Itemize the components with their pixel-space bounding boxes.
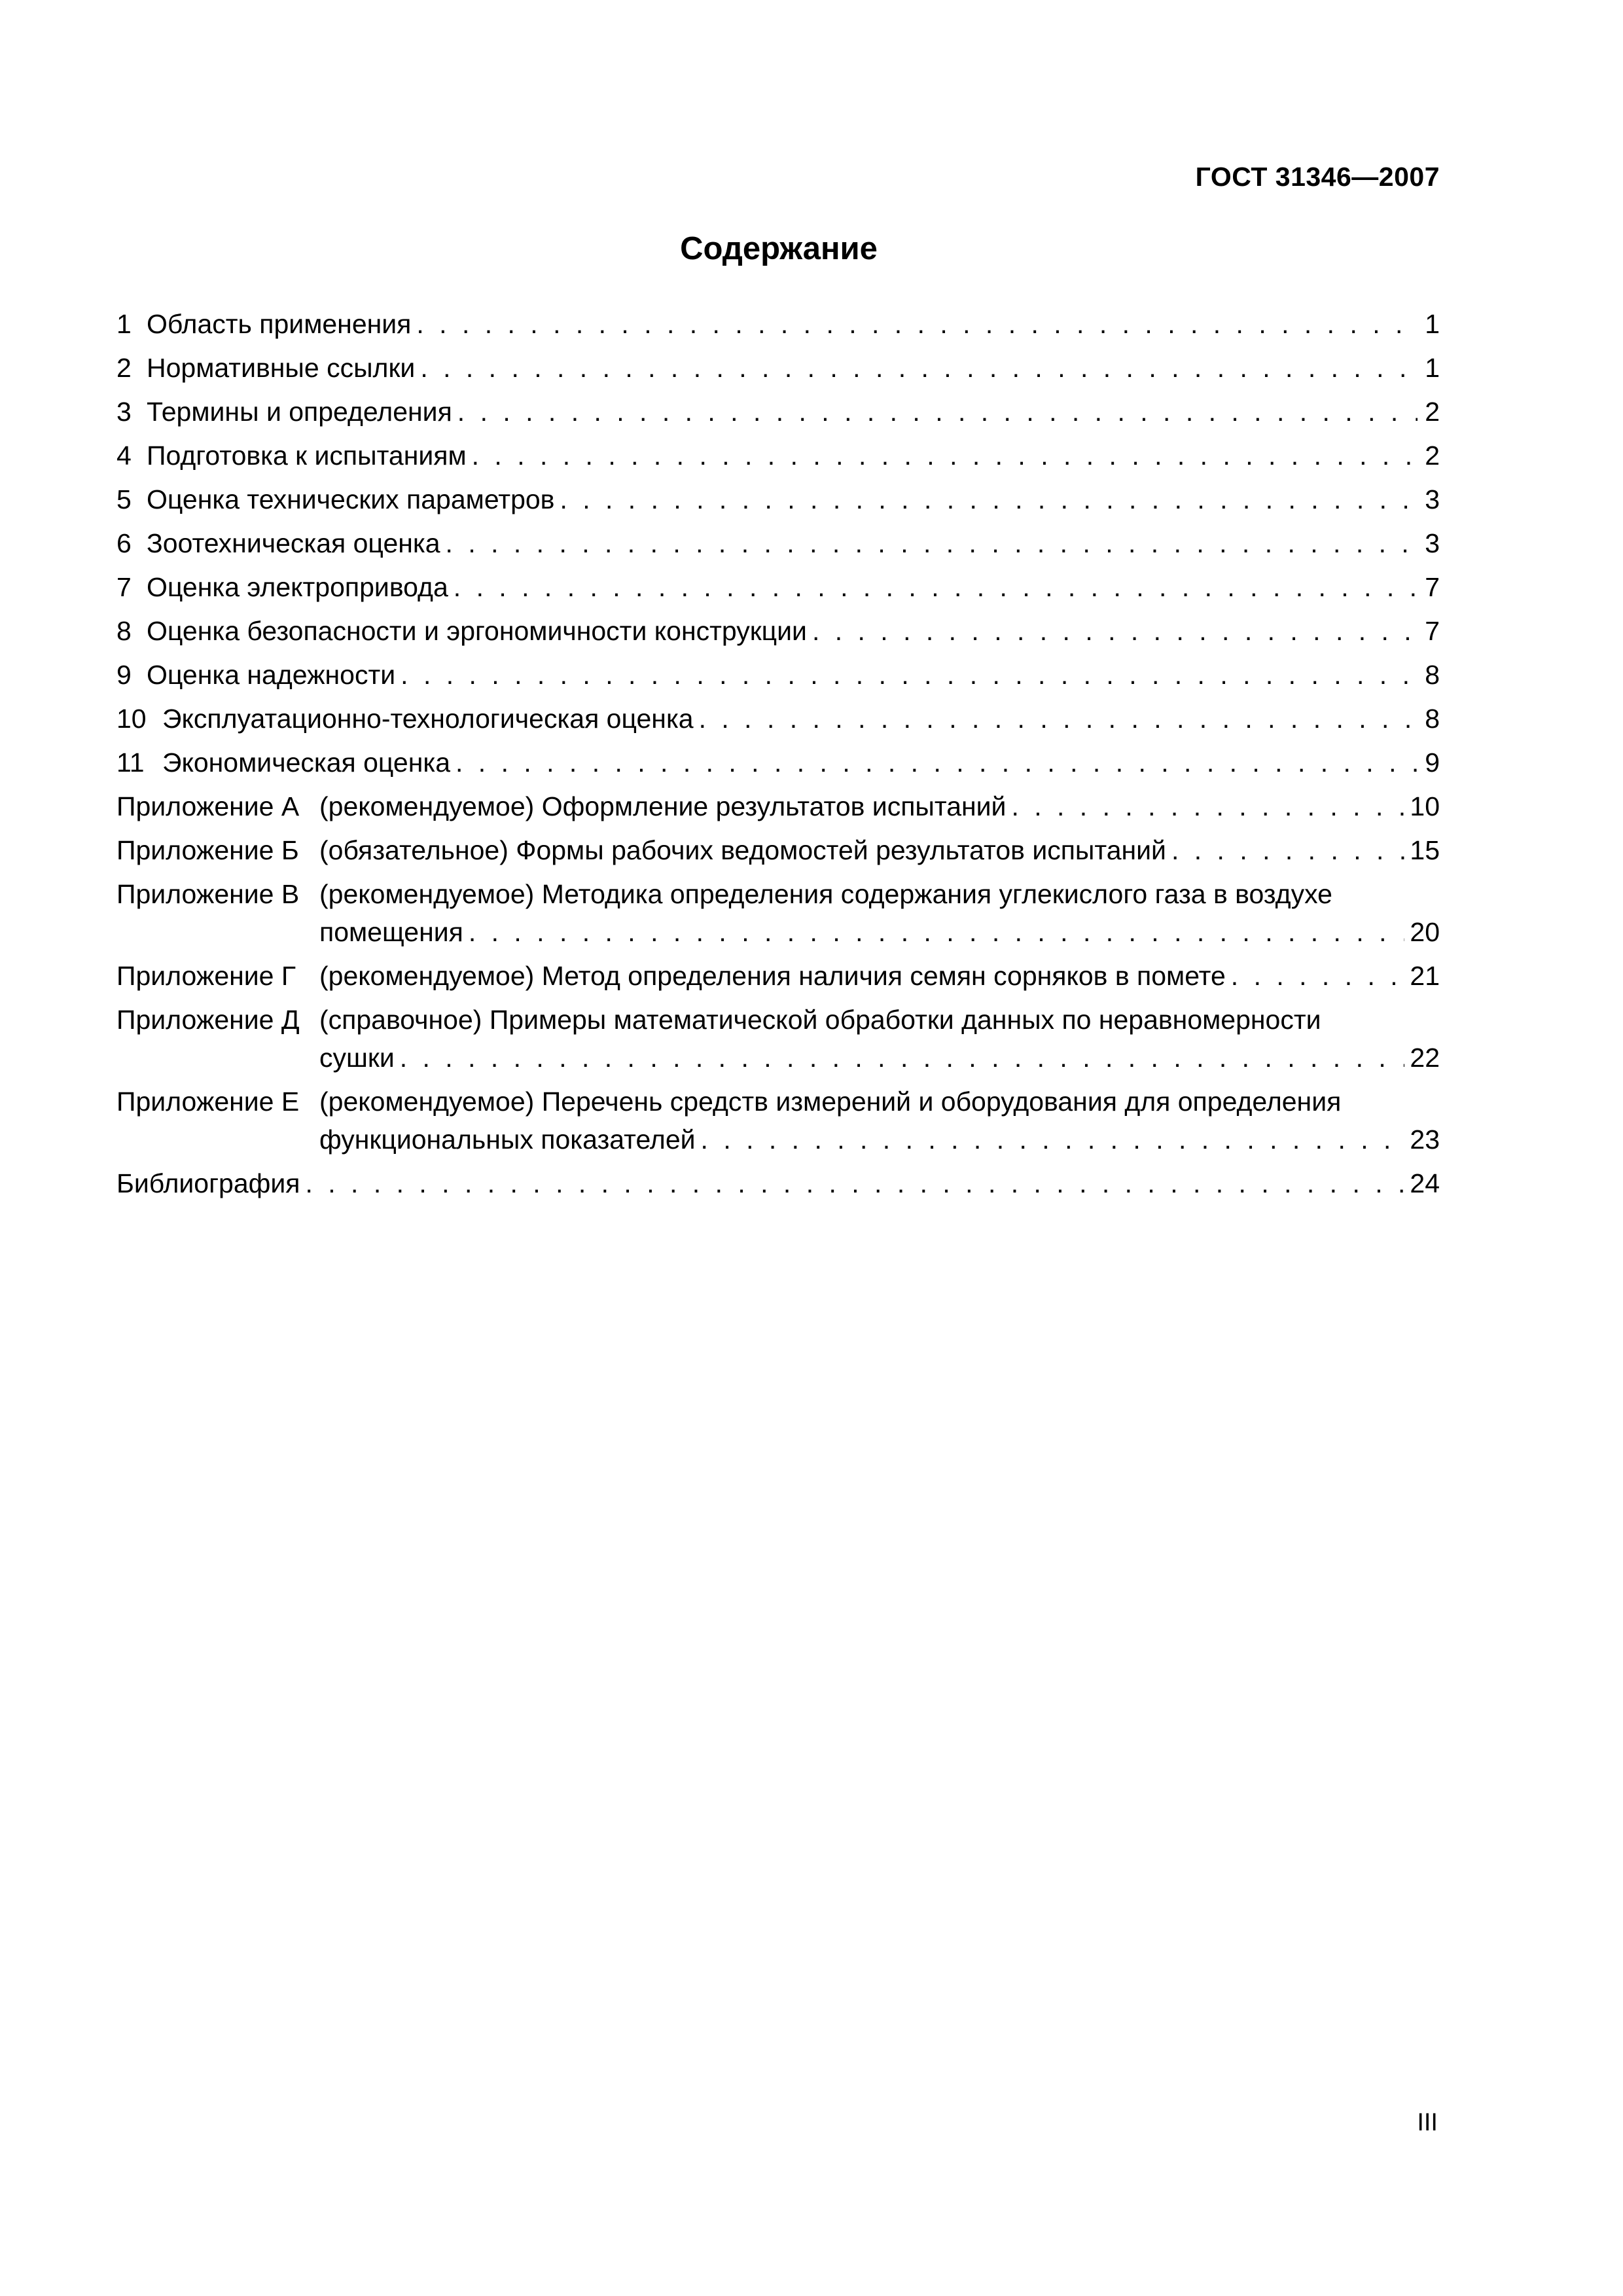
- dot-leader: [701, 1121, 1405, 1158]
- dot-leader: [1171, 831, 1404, 869]
- toc-entry-number: 7: [116, 572, 132, 602]
- toc-entry-title: Экономическая оценка: [162, 747, 451, 778]
- dot-leader: [416, 305, 1418, 343]
- toc-entry-title: Термины и определения: [147, 397, 452, 427]
- dot-leader: [472, 437, 1418, 475]
- dot-leader: [560, 480, 1418, 518]
- toc-entry-page: 3: [1425, 528, 1440, 558]
- dot-leader: [305, 1164, 1404, 1202]
- toc-entry[interactable]: [116, 568, 1440, 606]
- toc-entry-number: 1: [116, 309, 132, 339]
- toc-entry-page: 23: [1410, 1124, 1440, 1155]
- appendix-label: Приложение Д: [116, 1005, 300, 1035]
- toc-entry-number: 2: [116, 353, 132, 383]
- toc-entry-title: (справочное) Примеры математической обработки данных по неравномерности: [319, 1005, 1321, 1035]
- toc-entry-appendix[interactable]: [116, 787, 1440, 825]
- dot-leader: [446, 524, 1418, 562]
- toc-entry-number: 8: [116, 616, 132, 646]
- dot-leader: [1231, 957, 1405, 995]
- toc-entry[interactable]: [116, 656, 1440, 694]
- bibliography-label: Библиография: [116, 1168, 300, 1198]
- dot-leader: [420, 349, 1418, 387]
- page-number: III: [1417, 2109, 1438, 2136]
- toc-entry-number: 6: [116, 528, 132, 558]
- dot-leader: [400, 1039, 1405, 1077]
- dot-leader: [401, 656, 1418, 694]
- toc-entry[interactable]: [116, 305, 1440, 343]
- toc-entry-title: Нормативные ссылки: [147, 353, 416, 383]
- toc-entry-number: 11: [116, 747, 145, 778]
- toc-entry[interactable]: [116, 700, 1440, 738]
- toc-entry-page: 21: [1410, 961, 1440, 991]
- toc-entry-page: 9: [1425, 747, 1440, 778]
- toc-entry[interactable]: [116, 744, 1440, 781]
- toc-entry-title: Зоотехническая оценка: [147, 528, 440, 558]
- toc-entry-title-continuation: сушки: [319, 1043, 395, 1073]
- appendix-label: Приложение Г: [116, 961, 296, 991]
- toc-entry[interactable]: [116, 612, 1440, 650]
- toc-entry-page: 1: [1425, 309, 1440, 339]
- toc-entry-title: Подготовка к испытаниям: [147, 440, 467, 471]
- toc-entry-appendix[interactable]: [116, 1083, 1440, 1158]
- page-title: Содержание: [680, 231, 878, 266]
- dot-leader: [469, 913, 1405, 951]
- toc-entry-page: 2: [1425, 397, 1440, 427]
- toc-entry-page: 2: [1425, 440, 1440, 471]
- toc-entry-appendix[interactable]: [116, 831, 1440, 869]
- toc-entry-title: (обязательное) Формы рабочих ведомостей результатов испытаний: [319, 835, 1166, 865]
- toc-entry-page: 15: [1410, 835, 1440, 865]
- dot-leader: [455, 744, 1418, 781]
- toc-entry-number: 4: [116, 440, 132, 471]
- toc-entry-page: 8: [1425, 660, 1440, 690]
- toc-entry-appendix[interactable]: [116, 875, 1440, 951]
- toc-entry-page: 7: [1425, 616, 1440, 646]
- toc-entry-page: 8: [1425, 704, 1440, 734]
- toc-entry-page: 24: [1410, 1168, 1440, 1198]
- appendix-label: Приложение Е: [116, 1086, 300, 1117]
- toc-entry-page: 10: [1410, 791, 1440, 821]
- toc-entry[interactable]: [116, 524, 1440, 562]
- toc-entry-page: 1: [1425, 353, 1440, 383]
- toc-entry[interactable]: [116, 437, 1440, 475]
- toc-entry-page: 22: [1410, 1043, 1440, 1073]
- toc-entry[interactable]: [116, 349, 1440, 387]
- appendix-label: Приложение В: [116, 879, 300, 909]
- toc-entry-number: 10: [116, 704, 147, 734]
- toc-entry-title-continuation: помещения: [319, 917, 463, 947]
- toc-entry-appendix[interactable]: [116, 957, 1440, 995]
- toc-entry-title-continuation: функциональных показателей: [319, 1124, 696, 1155]
- toc-entry-title: (рекомендуемое) Оформление результатов испытаний: [319, 791, 1007, 821]
- appendix-label: Приложение Б: [116, 835, 299, 865]
- toc-entry-title: (рекомендуемое) Метод определения наличия семян сорняков в помете: [319, 961, 1226, 991]
- dot-leader: [457, 393, 1418, 431]
- toc-entry-page: 7: [1425, 572, 1440, 602]
- toc-entry-title: Оценка технических параметров: [147, 484, 555, 514]
- toc-entry-title: Оценка электропривода: [147, 572, 448, 602]
- appendix-label: Приложение А: [116, 791, 300, 821]
- toc-entry-appendix[interactable]: [116, 1001, 1440, 1077]
- toc-entry-title: Оценка надежности: [147, 660, 396, 690]
- toc-entry-number: 5: [116, 484, 132, 514]
- toc-entry-title: Оценка безопасности и эргономичности конструкции: [147, 616, 807, 646]
- dot-leader: [699, 700, 1418, 738]
- toc-entry-title: Область применения: [147, 309, 412, 339]
- toc-entry-title: (рекомендуемое) Перечень средств измерений и оборудования для определения: [319, 1086, 1342, 1117]
- dot-leader: [812, 612, 1418, 650]
- toc-entry-title: Эксплуатационно-технологическая оценка: [162, 704, 694, 734]
- toc-entry-page: 3: [1425, 484, 1440, 514]
- toc-entry-title: (рекомендуемое) Методика определения содержания углекислого газа в воздухе: [319, 879, 1332, 909]
- toc-entry-page: 20: [1410, 917, 1440, 947]
- standard-id: ГОСТ 31346—2007: [1195, 162, 1440, 192]
- toc-entry-bibliography[interactable]: [116, 1164, 1440, 1202]
- dot-leader: [454, 568, 1418, 606]
- toc-entry-number: 3: [116, 397, 132, 427]
- table-of-contents: [116, 305, 1440, 1208]
- dot-leader: [1011, 787, 1404, 825]
- toc-entry-number: 9: [116, 660, 132, 690]
- toc-entry[interactable]: [116, 480, 1440, 518]
- toc-entry[interactable]: [116, 393, 1440, 431]
